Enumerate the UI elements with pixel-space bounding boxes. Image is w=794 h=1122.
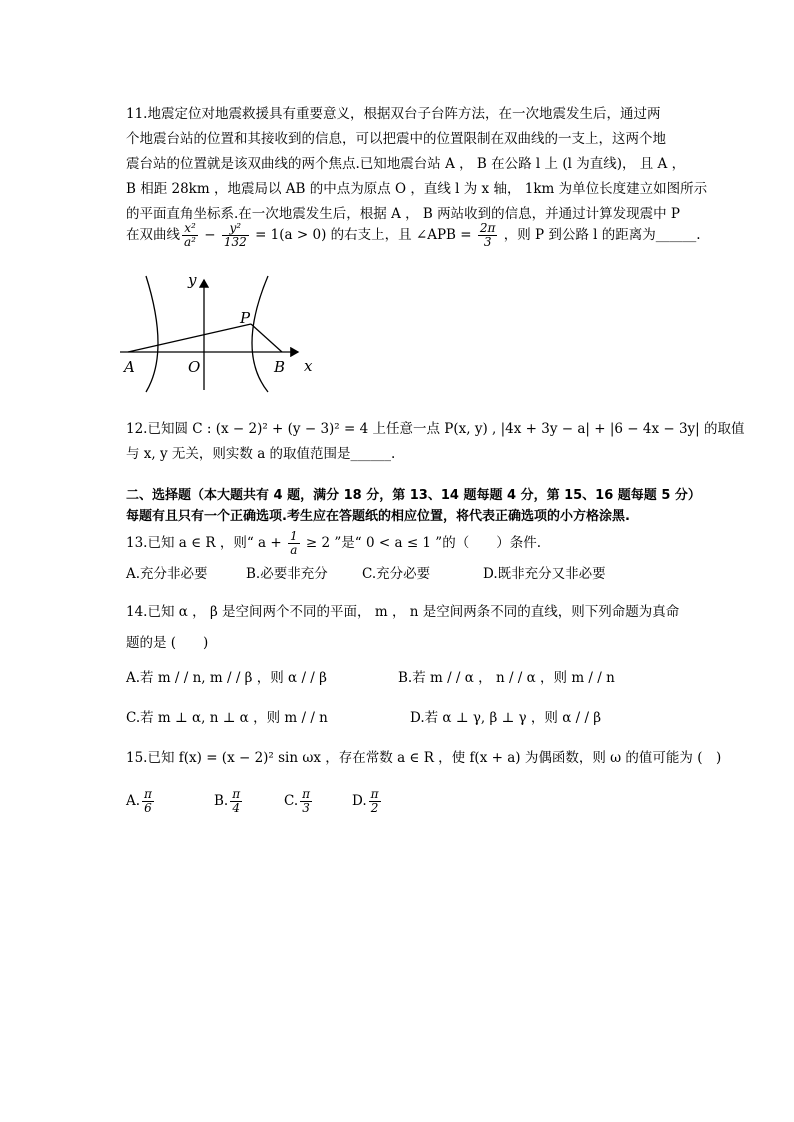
label-x: x (304, 357, 313, 375)
hyperbola-figure (118, 268, 328, 393)
q11-frac-x2-a2: $\frac{\text{x²}}{\text{a²}}$ (184, 221, 196, 249)
q13-option-b: B.必要非充分 (246, 566, 328, 582)
q11-line-2: 个地震台站的位置和其接收到的信息，可以把震中的位置限制在双曲线的一支上，这两个地 (126, 131, 666, 147)
q15-option-d: D. $\frac{\pi}{2}$ (352, 787, 379, 815)
q14-line-2: 题的是 ( ) (126, 635, 209, 651)
q14-option-d: D.若 α ⊥ γ, β ⊥ γ ，则 α / / β (410, 710, 602, 726)
hyperbola-left-branch (146, 276, 158, 392)
label-o: O (188, 358, 201, 376)
q15-option-a: A. $\frac{\pi}{6}$ (126, 787, 152, 815)
q15-frac-pi-2: $\frac{\pi}{2}$ (370, 787, 379, 815)
q11-line-5: 的平面直角坐标系.在一次地震发生后，根据 A ， B 两站收到的信息，并通过计算发现震中 P (126, 206, 680, 222)
q12-line-2: 与 x, y 无关，则实数 a 的取值范围是______. (126, 446, 396, 462)
q14-option-c: C.若 m ⊥ α, n ⊥ α ，则 m / / n (126, 710, 328, 726)
q13-option-a: A.充分非必要 (126, 566, 208, 582)
segment-pb (251, 324, 282, 352)
q15-stem: 15.已知 f(x) = (x − 2)² sin ωx ，存在常数 a ∈ R ，使 f(x + a) 为偶函数，则 ω 的值可能为 ( ) (126, 750, 722, 766)
q11-frac-y2-132: $\frac{\text{y²}}{132}$ (223, 221, 247, 249)
segment-ap (128, 324, 251, 352)
label-p: P (240, 309, 251, 327)
q14-line-1: 14.已知 α ， β 是空间两个不同的平面， m ， n 是空间两条不同的直线，则下列命题为真命 (126, 604, 680, 620)
q13-stem-suffix: ≥ 2 ”是“ 0 < a ≤ 1 ”的（ ）条件. (301, 535, 541, 551)
q11-line6-middle: = 1(a > 0) 的右支上，且 ∠APB = (250, 227, 476, 243)
q13-option-d: D.既非充分又非必要 (483, 566, 606, 582)
q15-option-c: C. $\frac{\pi}{3}$ (284, 787, 311, 815)
q13-stem-prefix: 13.已知 a ∈ R ，则“ a + (126, 535, 286, 551)
q15-frac-pi-6: $\frac{\pi}{6}$ (144, 787, 152, 815)
section2-heading: 二、选择题（本大题共有 4 题，满分 18 分，第 13、14 题每题 4 分，第 15、16 题每题 5 分） (126, 488, 701, 503)
label-a: A (124, 358, 135, 376)
q14-option-b: B.若 m / / α ， n / / α ，则 m / / n (398, 670, 615, 686)
hyperbola-right-branch (252, 276, 268, 392)
q15-frac-pi-4: $\frac{\pi}{4}$ (232, 787, 241, 815)
q13-option-c: C.充分必要 (362, 566, 431, 582)
q11-line6-suffix: ，则 P 到公路 l 的距离为______. (499, 227, 701, 243)
q11-line-6 (126, 220, 701, 250)
q13-frac-1-a: $\frac{1}{a}$ (289, 529, 298, 557)
label-b: B (274, 358, 286, 376)
q11-line-4: B 相距 28km ，地震局以 AB 的中点为原点 O ，直线 l 为 x 轴， 1km 为单位长度建立如图所示 (126, 181, 708, 197)
label-y: y (188, 271, 197, 289)
q11-line-3: 震台站的位置就是该双曲线的两个焦点.已知地震台站 A ， B 在公路 l 上 (l 为直线)， 且 A ， (126, 156, 686, 172)
q15-option-b: B. $\frac{\pi}{4}$ (214, 787, 241, 815)
q13-stem (126, 528, 541, 558)
q14-option-a: A.若 m / / n, m / / β ，则 α / / β (126, 670, 327, 686)
q12-line-1: 12.已知圆 C : (x − 2)² + (y − 3)² = 4 上任意一点 P(x, y) , |4x + 3y − a| + |6 − 4x − 3y| 的取值 (126, 421, 745, 437)
q11-line6-prefix: 在双曲线 (126, 227, 180, 243)
q15-frac-pi-3: $\frac{\pi}{3}$ (302, 787, 311, 815)
q11-line-1: 11.地震定位对地震救援具有重要意义，根据双台子台阵方法，在一次地震发生后，通过两 (126, 106, 661, 122)
section2-instructions: 每题有且只有一个正确选项.考生应在答题纸的相应位置，将代表正确选项的小方格涂黑. (126, 509, 630, 524)
q11-minus: − (199, 227, 220, 243)
q11-frac-2pi-3: $\frac{2\pi}{3}$ (479, 221, 496, 249)
